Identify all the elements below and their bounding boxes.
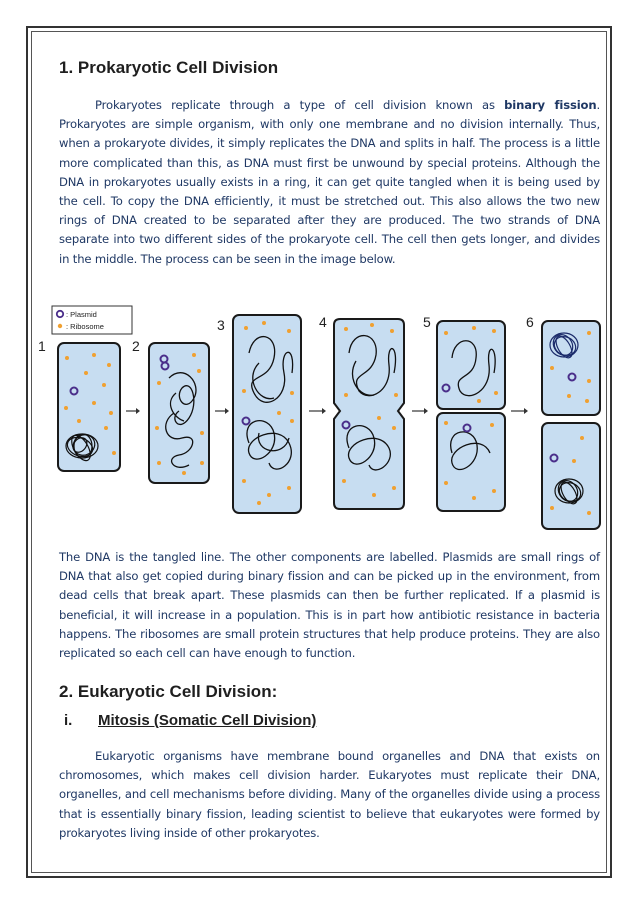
para1-start: Prokaryotes replicate through a type of cell division known as bbox=[95, 98, 505, 112]
section1-heading: 1. Prokaryotic Cell Division bbox=[59, 58, 279, 77]
cell-step-3 bbox=[233, 315, 301, 513]
step-number-2: 2 bbox=[132, 338, 140, 354]
cell-step-5 bbox=[437, 321, 505, 511]
binary-fission-figure bbox=[34, 303, 604, 535]
section1-paragraph1 bbox=[59, 96, 600, 269]
section1-paragraph2: The DNA is the tangled line. The other components are labelled. Plasmids are small rings of DNA that also get copied during binary fission and can be picked up in the environment, from dead cells that break apart. These plasmids can then be further replicated. If a plasmid is beneficial, it will increase in a population. This is in part how antibiotic resistance in bacteria happens. The ribosomes are small protein structures that help produce proteins. They are also replicated so each cell can have enough to function. bbox=[59, 550, 600, 661]
step-number-3: 3 bbox=[217, 317, 225, 333]
step-number-5: 5 bbox=[423, 314, 431, 330]
para1-rest: . Prokaryotes are simple organism, with only one membrane and no division internally. Thus, when a prokaryote divides, it simply replicates the DNA and splits in half. The process is a little more complicated than this, as DNA must first be unwound by special proteins. Although the DNA in prokaryotes usually exists in a ring, it can get quite tangled when it is being used by the cell. To copy the DNA efficiently, it must be stretched out. This also allows the two new rings of DNA created to be separated after they are produced. The two strands of DNA separate into two different sides of the prokaryote cell. The cell then gets longer, and divides in the middle. The process can be seen in the image below. bbox=[59, 98, 600, 266]
cell-step-6 bbox=[542, 321, 600, 529]
step-number-4: 4 bbox=[319, 314, 327, 330]
legend-plasmid-label: : Plasmid bbox=[66, 310, 97, 319]
binary-fission-term: binary fission bbox=[504, 98, 597, 112]
ribosome-legend-icon bbox=[58, 324, 62, 328]
mitosis-subheading bbox=[59, 712, 600, 729]
section2-heading: 2. Eukaryotic Cell Division: bbox=[59, 682, 278, 701]
figure-legend bbox=[52, 306, 132, 334]
section2-paragraph: Eukaryotic organisms have membrane bound organelles and DNA that exists on chromosomes, which makes cell division harder. Eukaryotes must replicate their DNA, organelles, and cell mechanisms before dividing. Many of the organelles divide using a process that is essentially binary fission, leading scientist to believe that eukaryotes were formed by prokaryotes living inside of other prokaryotes. bbox=[59, 749, 600, 840]
legend-ribosome-label: : Ribosome bbox=[66, 322, 104, 331]
cell-step-1 bbox=[58, 343, 120, 471]
step-number-1: 1 bbox=[38, 338, 46, 354]
section2 bbox=[59, 682, 600, 843]
subheading-title: Mitosis (Somatic Cell Division) bbox=[98, 712, 317, 729]
subheading-number: i. bbox=[64, 712, 73, 729]
page-content bbox=[59, 58, 600, 269]
cell-step-2 bbox=[149, 343, 209, 483]
section1-continued bbox=[59, 548, 600, 663]
step-number-6: 6 bbox=[526, 314, 534, 330]
cell-step-4 bbox=[334, 319, 404, 509]
